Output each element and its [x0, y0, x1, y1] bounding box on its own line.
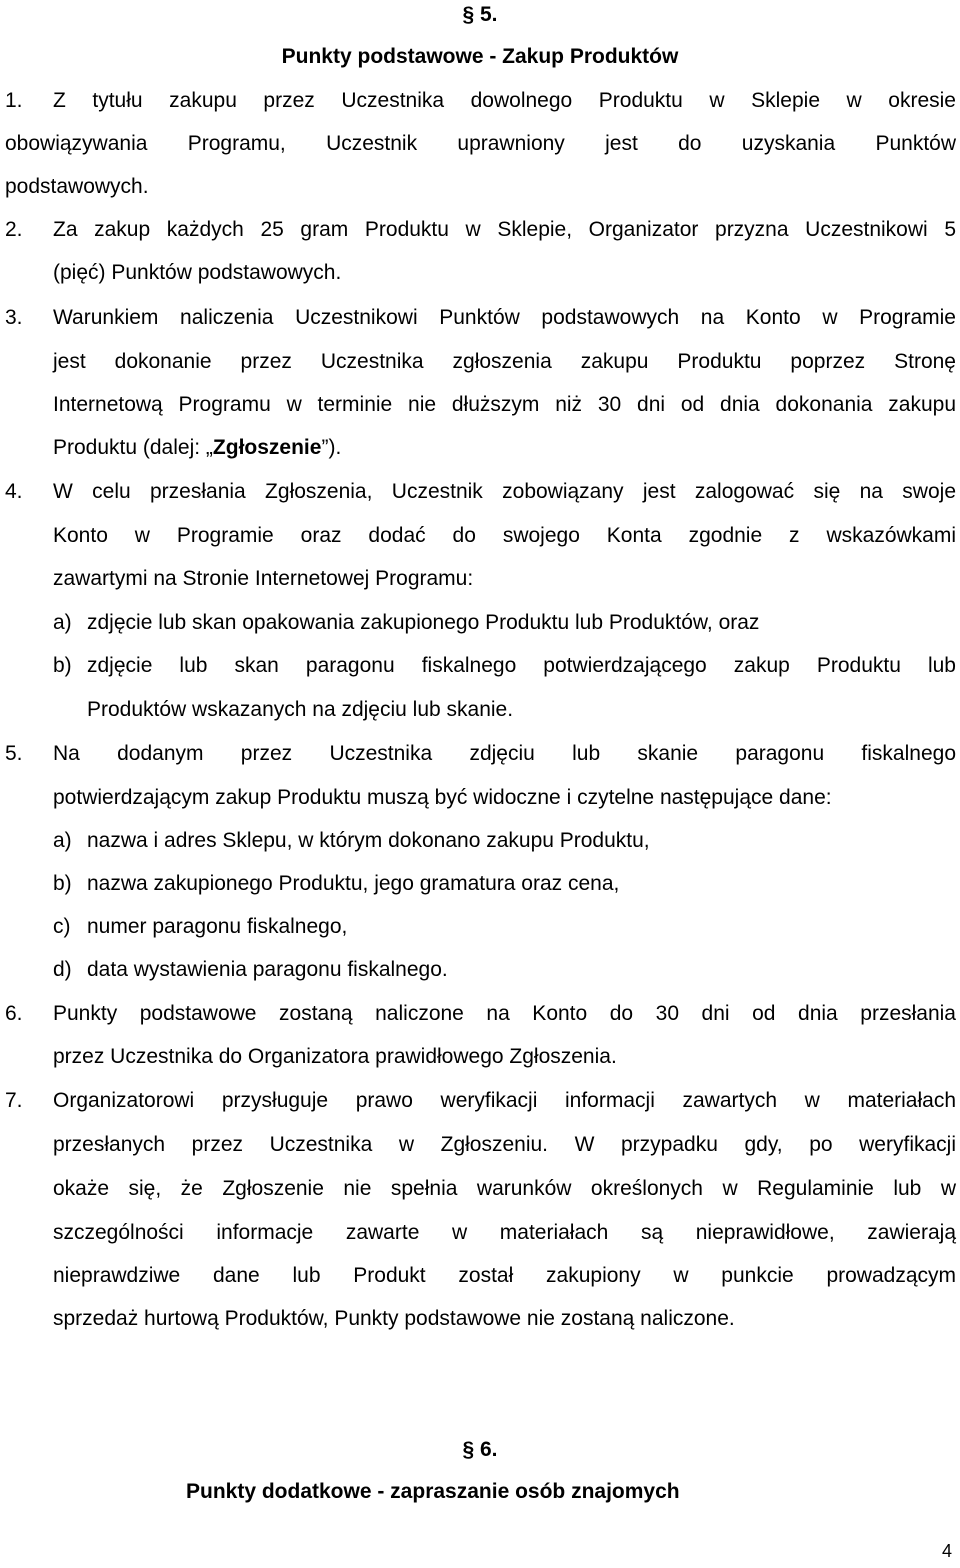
item-1-number: 1.	[5, 89, 23, 112]
item-7-line-3: okaże się, że Zgłoszenie nie spełnia warunków określonych w Regulaminie lub w	[53, 1177, 956, 1200]
item-4-number: 4.	[5, 480, 23, 503]
item-5c-text: numer paragonu fiskalnego,	[87, 915, 348, 938]
section-5-title: Punkty podstawowe - Zakup Produktów	[281, 45, 679, 68]
item-3-line-1: Warunkiem naliczenia Uczestnikowi Punktów podstawowych na Konto w Programie	[53, 306, 956, 329]
item-4b-text-2: Produktów wskazanych na zdjęciu lub skanie.	[87, 698, 514, 721]
item-4-line-1: W celu przesłania Zgłoszenia, Uczestnik zobowiązany jest zalogować się na swoje	[53, 480, 956, 503]
section-5-number: § 5.	[462, 3, 498, 26]
item-6-line-2: przez Uczestnika do Organizatora prawidłowego Zgłoszenia.	[53, 1045, 617, 1068]
item-4-line-3: zawartymi na Stronie Internetowej Programu:	[53, 567, 474, 590]
item-3-number: 3.	[5, 306, 23, 329]
item-7-number: 7.	[5, 1089, 23, 1112]
item-5b-text: nazwa zakupionego Produktu, jego gramatura oraz cena,	[87, 872, 620, 895]
item-5-number: 5.	[5, 742, 23, 765]
item-1-line-2: obowiązywania Programu, Uczestnik uprawniony jest do uzyskania Punktów	[5, 132, 956, 155]
item-3-line-2: jest dokonanie przez Uczestnika zgłoszenia zakupu Produktu poprzez Stronę	[53, 350, 956, 373]
item-5d-text: data wystawienia paragonu fiskalnego.	[87, 958, 448, 981]
item-5-line-1: Na dodanym przez Uczestnika zdjęciu lub skanie paragonu fiskalnego	[53, 742, 956, 765]
item-6-line-1: Punkty podstawowe zostaną naliczone na Konto do 30 dni od dnia przesłania	[53, 1002, 956, 1025]
item-4a-letter: a)	[53, 611, 72, 634]
section-6-title: Punkty dodatkowe - zapraszanie osób znajomych	[186, 1480, 680, 1503]
item-5a-letter: a)	[53, 829, 72, 852]
item-5d-letter: d)	[53, 958, 72, 981]
item-3-line-4	[53, 435, 956, 461]
item-2-number: 2.	[5, 218, 23, 241]
item-4b-text-1: zdjęcie lub skan paragonu fiskalnego potwierdzającego zakup Produktu lub	[87, 654, 956, 677]
item-3-line-4-suffix: ”).	[321, 436, 342, 459]
item-7-line-6: sprzedaż hurtową Produktów, Punkty podstawowe nie zostaną naliczone.	[53, 1307, 735, 1330]
item-3-line-3: Internetową Programu w terminie nie dłuższym niż 30 dni od dnia dokonania zakupu	[53, 393, 956, 416]
item-5a-text: nazwa i adres Sklepu, w którym dokonano zakupu Produktu,	[87, 829, 650, 852]
item-4a-text: zdjęcie lub skan opakowania zakupionego Produktu lub Produktów, oraz	[87, 611, 760, 634]
page-number: 4	[941, 1541, 952, 1561]
item-5-line-2: potwierdzającym zakup Produktu muszą być widoczne i czytelne następujące dane:	[53, 786, 832, 809]
item-7-line-1: Organizatorowi przysługuje prawo weryfikacji informacji zawartych w materiałach	[53, 1089, 956, 1112]
item-7-line-4: szczególności informacje zawarte w materiałach są nieprawidłowe, zawierają	[53, 1221, 956, 1244]
item-7-line-2: przesłanych przez Uczestnika w Zgłoszeniu. W przypadku gdy, po weryfikacji	[53, 1133, 956, 1156]
zgloszenie-term: Zgłoszenie	[212, 436, 322, 459]
item-1-line-1: Z tytułu zakupu przez Uczestnika dowolnego Produktu w Sklepie w okresie	[53, 89, 956, 112]
item-1-line-3: podstawowych.	[5, 175, 149, 198]
item-4b-letter: b)	[53, 654, 72, 677]
section-6-number: § 6.	[462, 1438, 498, 1461]
item-5c-letter: c)	[53, 915, 71, 938]
item-2-line-2: (pięć) Punktów podstawowych.	[53, 261, 342, 284]
item-6-number: 6.	[5, 1002, 23, 1025]
item-3-line-4-prefix: Produktu (dalej: „	[53, 436, 213, 459]
item-4-line-2: Konto w Programie oraz dodać do swojego Konta zgodnie z wskazówkami	[53, 524, 956, 547]
item-5b-letter: b)	[53, 872, 72, 895]
item-7-line-5: nieprawdziwe dane lub Produkt został zakupiony w punkcie prowadzącym	[53, 1264, 956, 1287]
item-2-line-1: Za zakup każdych 25 gram Produktu w Sklepie, Organizator przyzna Uczestnikowi 5	[53, 218, 956, 241]
